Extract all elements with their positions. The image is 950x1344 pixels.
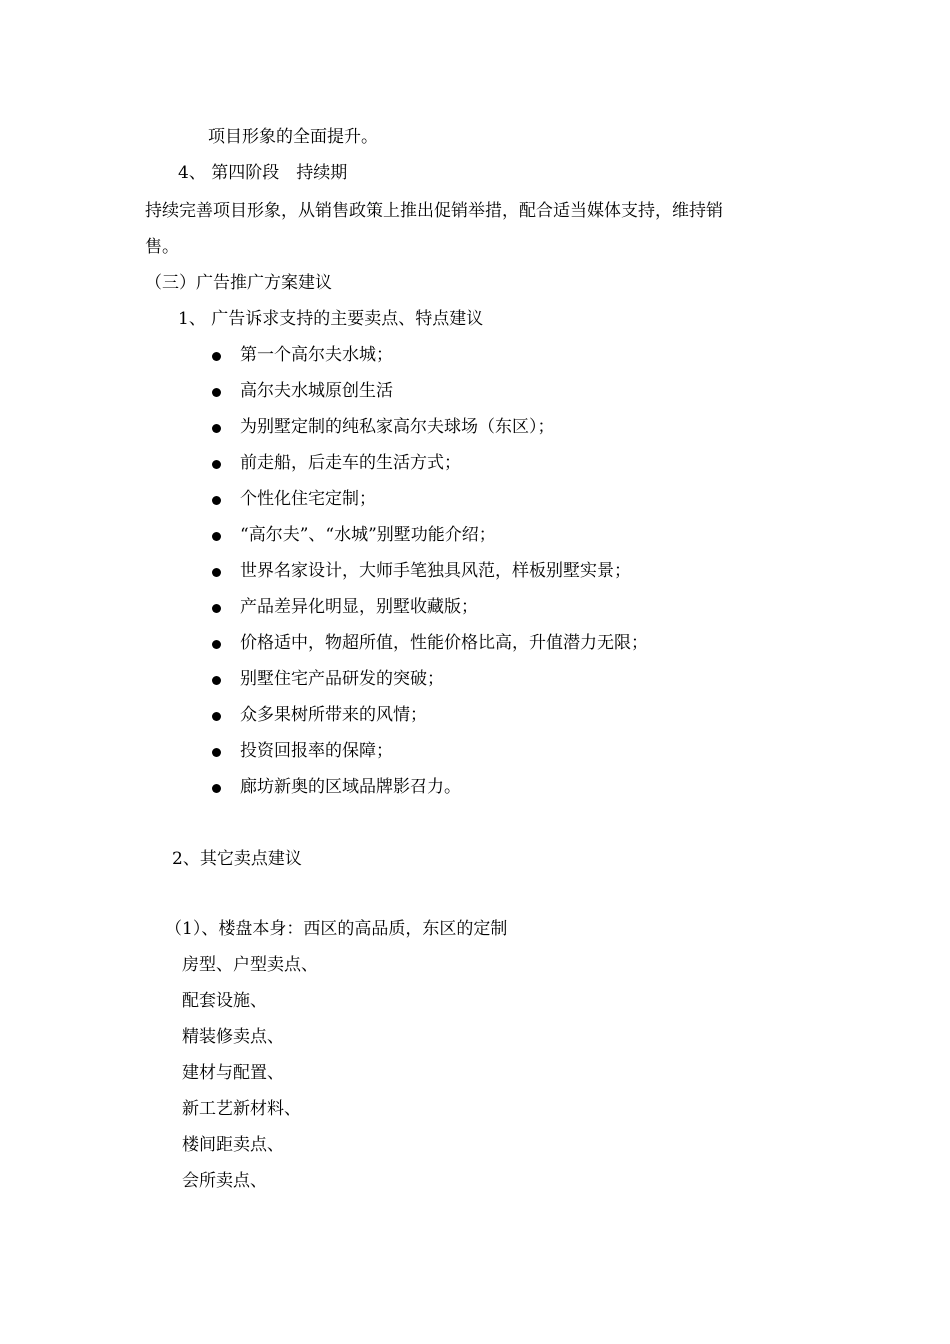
bullet-icon [212, 460, 221, 469]
bullet-icon [212, 496, 221, 505]
stage4-paragraph-line2: 售。 [145, 237, 179, 257]
list-item-text: 价格适中，物超所值，性能价格比高，升值潜力无限； [240, 633, 648, 653]
stage4-paragraph-line1: 持续完善项目形象，从销售政策上推出促销举措，配合适当媒体支持，维持销 [145, 201, 723, 221]
sub2-heading: 2、其它卖点建议 [172, 849, 302, 869]
stage4-heading: 4、 第四阶段 持续期 [178, 163, 348, 183]
list-item-text: 别墅住宅产品研发的突破； [240, 669, 444, 689]
list-item-text: 廊坊新奥的区域品牌影召力。 [240, 777, 461, 797]
list-item: 新工艺新材料、 [182, 1099, 301, 1119]
list-item: 房型、户型卖点、 [182, 955, 318, 975]
section3-heading: （三）广告推广方案建议 [145, 273, 332, 293]
sub1-heading: 1、 广告诉求支持的主要卖点、特点建议 [178, 309, 484, 329]
list-item-text: 众多果树所带来的风情； [240, 705, 427, 725]
list-item: 楼间距卖点、 [182, 1135, 284, 1155]
list-item-text: 第一个高尔夫水城； [240, 345, 393, 365]
list-item-text: 个性化住宅定制； [240, 489, 376, 509]
bullet-icon [212, 712, 221, 721]
list-item: 精装修卖点、 [182, 1027, 284, 1047]
bullet-icon [212, 784, 221, 793]
sub2-item1-heading: （1）、楼盘本身：西区的高品质，东区的定制 [165, 919, 508, 939]
list-item-text: 产品差异化明显，别墅收藏版； [240, 597, 478, 617]
list-item-text: 投资回报率的保障； [240, 741, 393, 761]
list-item-text: 前走船，后走车的生活方式； [240, 453, 461, 473]
bullet-icon [212, 352, 221, 361]
list-item-text: 高尔夫水城原创生活 [240, 381, 393, 401]
list-item: 配套设施、 [182, 991, 267, 1011]
bullet-icon [212, 676, 221, 685]
list-item-text: “高尔夫”、“水城”别墅功能介绍； [240, 525, 496, 545]
bullet-icon [212, 640, 221, 649]
bullet-icon [212, 748, 221, 757]
bullet-icon [212, 424, 221, 433]
bullet-icon [212, 604, 221, 613]
bullet-icon [212, 568, 221, 577]
list-item-text: 世界名家设计，大师手笔独具风范，样板别墅实景； [240, 561, 631, 581]
continuation-text: 项目形象的全面提升。 [208, 127, 378, 147]
list-item: 会所卖点、 [182, 1171, 267, 1191]
list-item: 建材与配置、 [182, 1063, 284, 1083]
list-item-text: 为别墅定制的纯私家高尔夫球场（东区）； [240, 417, 555, 437]
bullet-icon [212, 532, 221, 541]
bullet-icon [212, 388, 221, 397]
